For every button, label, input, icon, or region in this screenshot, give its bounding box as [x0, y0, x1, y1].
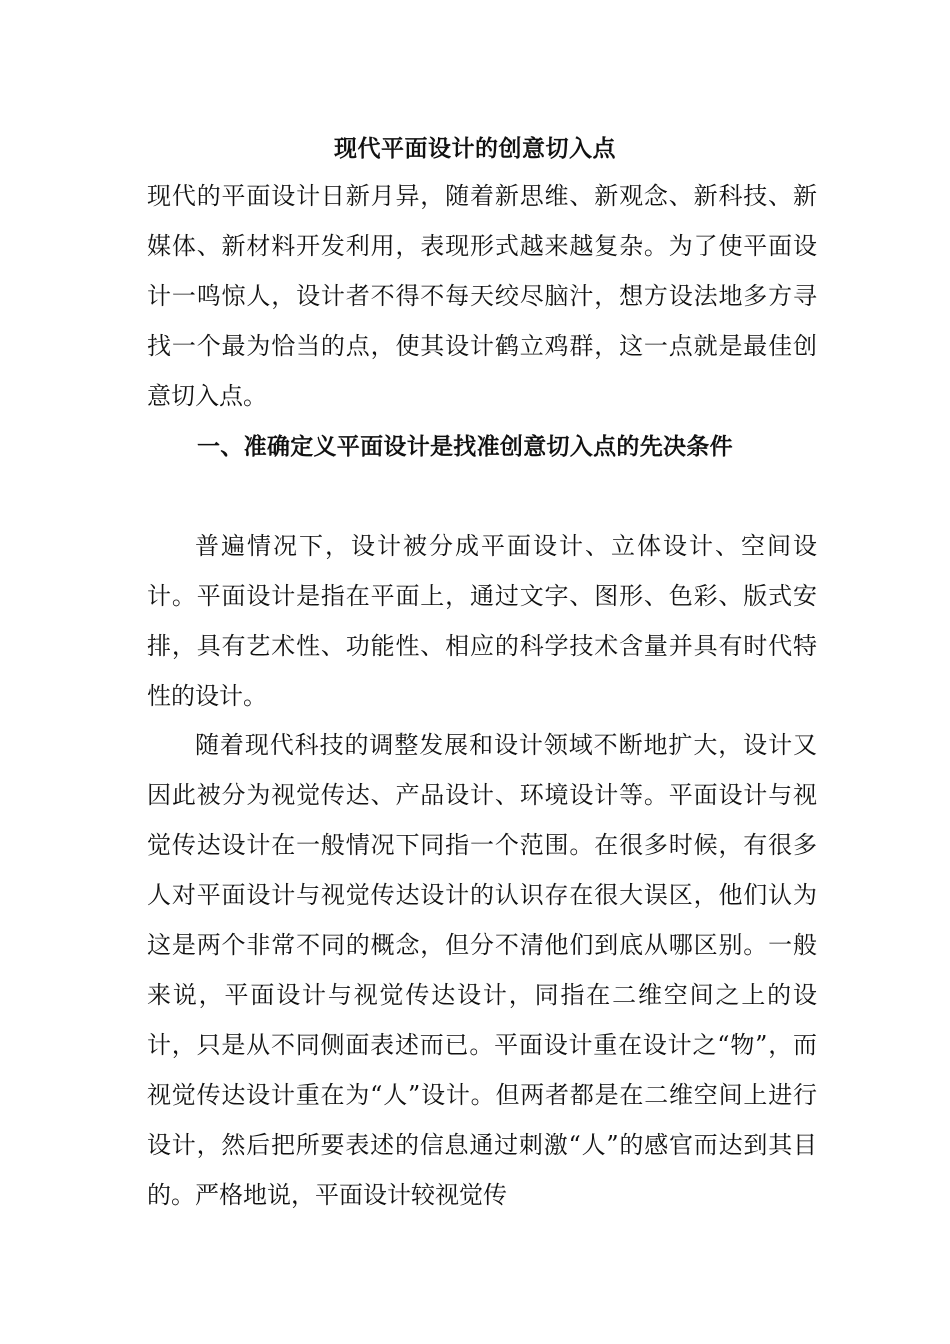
document-title: 现代平面设计的创意切入点 [334, 135, 616, 162]
body-paragraph-2: 随着现代科技的调整发展和设计领域不断地扩大，设计又因此被分为视觉传达、产品设计、环境设计等。平面设计与视觉传达设计在一般情况下同指一个范围。在很多时候，有很多人对平面设计与视觉传达设计的认识存在很大误区，他们认为这是两个非常不同的概念，但分不清他们到底从哪区别。一般来说，平面设计与视觉传达设计，同指在二维空间之上的设计，只是从不同侧面表述而已。平面设计重在设计之“物”，而视觉传达设计重在为“人”设计。但两者都是在二维空间上进行设计，然后把所要表述的信息通过刺激“人”的感官而达到其目的。严格地说，平面设计较视觉传 [147, 731, 817, 1209]
intro-paragraph: 现代的平面设计日新月异，随着新思维、新观念、新科技、新媒体、新材料开发利用，表现形式越来越复杂。为了使平面设计一鸣惊人，设计者不得不每天绞尽脑汁，想方设法地多方寻找一个最为恰当的点，使其设计鹤立鸡群，这一点就是最佳创意切入点。 [147, 182, 817, 410]
section-heading: 一、准确定义平面设计是找准创意切入点的先决条件 [197, 433, 733, 460]
body-paragraph-1: 普遍情况下，设计被分成平面设计、立体设计、空间设计。平面设计是指在平面上，通过文字、图形、色彩、版式安排，具有艺术性、功能性、相应的科学技术含量并具有时代特性的设计。 [147, 532, 817, 710]
